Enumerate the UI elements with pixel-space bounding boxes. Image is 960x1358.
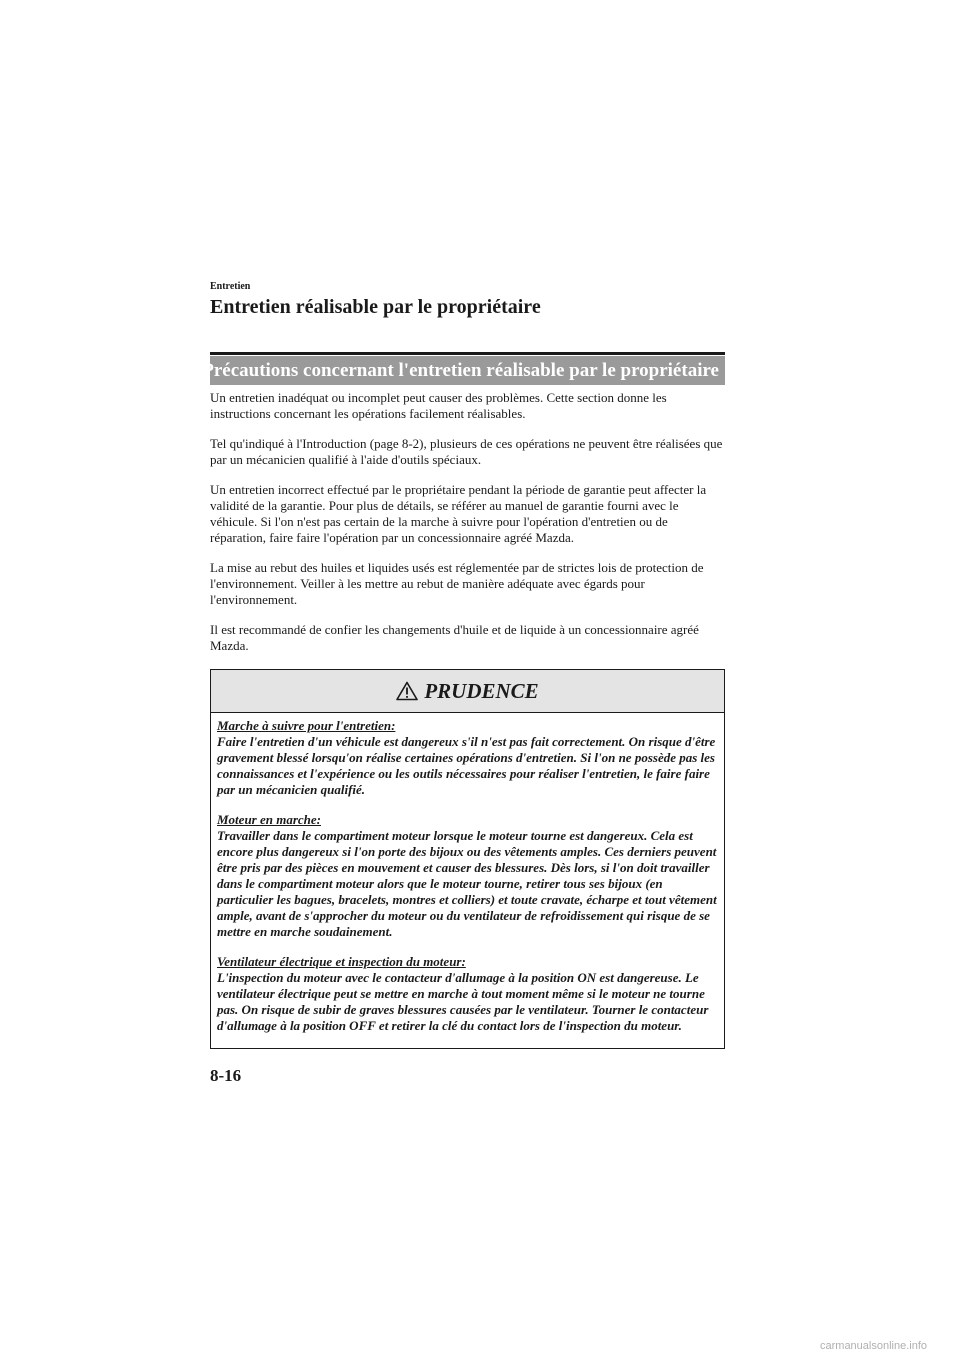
caution-body bbox=[211, 713, 724, 1034]
page-number: 8-16 bbox=[210, 1066, 242, 1085]
caution-text: Faire l'entretien d'un véhicule est dangereux s'il n'est pas fait correctement. On risque d'être gravement blessé lorsqu'on réalise certaines opérations d'entretien. Si l'on ne possède pas les connaissances et l'expérience ou les outils nécessaires pour réaliser l'entretien, le faire faire par un mécanicien qualifié. bbox=[217, 734, 716, 797]
chapter-rule bbox=[210, 352, 725, 355]
caution-heading: Moteur en marche: bbox=[217, 812, 321, 827]
caution-block bbox=[217, 718, 718, 798]
caution-title: PRUDENCE bbox=[424, 678, 539, 703]
caution-block bbox=[217, 954, 718, 1034]
paragraph: Un entretien inadéquat ou incomplet peut causer des problèmes. Cette section donne les instructions concernant les opérations facilement réalisables. bbox=[210, 390, 667, 421]
paragraph: La mise au rebut des huiles et liquides usés est réglementée par de strictes lois de protection de l'environnement. Veiller à les mettre au rebut de manière adéquate avec égards pour l'environnement. bbox=[210, 560, 704, 607]
warning-triangle-icon bbox=[396, 681, 418, 701]
caution-heading: Ventilateur électrique et inspection du moteur: bbox=[217, 954, 466, 969]
watermark: carmanualsonline.info bbox=[820, 1340, 928, 1352]
paragraph: Il est recommandé de confier les changements d'huile et de liquide à un concessionnaire agréé Mazda. bbox=[210, 622, 699, 653]
topic-title-bar: Précautions concernant l'entretien réalisable par le propriétaire bbox=[210, 356, 725, 385]
caution-heading: Marche à suivre pour l'entretien: bbox=[217, 718, 396, 733]
caution-text: Travailler dans le compartiment moteur lorsque le moteur tourne est dangereux. Cela est encore plus dangereux si l'on porte des bijoux ou des vêtements amples. Ces derniers peuvent être pris par des pièces en mouvement et causer des blessures. Dès lors, si l'on doit travailler dans le compartiment moteur alors que le moteur tourne, retirer tous ses bijoux (en particulier les bagues, bracelets, montres et colliers) et toute cravate, écharpe et tout vêtement ample, avant de s'approcher du moteur ou du ventilateur de refroidissement qui risque de se mettre en marche soudainement. bbox=[217, 828, 717, 939]
paragraph: Un entretien incorrect effectué par le propriétaire pendant la période de garantie peut affecter la validité de la garantie. Pour plus de détails, se référer au manuel de garantie fourni avec le véhicule. Si l'on n'est pas certain de la marche à suivre pour l'opération d'entretien ou de réparation, faire faire l'opération par un concessionnaire agréé Mazda. bbox=[210, 482, 707, 545]
paragraph: Tel qu'indiqué à l'Introduction (page 8-2), plusieurs de ces opérations ne peuvent être réalisées que par un mécanicien qualifié à l'aide d'outils spéciaux. bbox=[210, 436, 723, 467]
caution-text: L'inspection du moteur avec le contacteur d'allumage à la position ON est dangereuse. Le ventilateur électrique peut se mettre en marche à tout moment même si le moteur ne tourne pas. On risque de subir de graves blessures causées par le ventilateur. Tourner le contacteur d'allumage à la position OFF et retirer la clé du contact lors de l'inspection du moteur. bbox=[217, 970, 709, 1033]
chapter-title: Entretien réalisable par le propriétaire bbox=[210, 296, 541, 318]
caution-block bbox=[217, 812, 718, 940]
caution-header bbox=[211, 670, 724, 713]
body-text bbox=[210, 390, 725, 668]
caution-box bbox=[210, 669, 725, 1049]
section-label: Entretien bbox=[210, 281, 251, 292]
